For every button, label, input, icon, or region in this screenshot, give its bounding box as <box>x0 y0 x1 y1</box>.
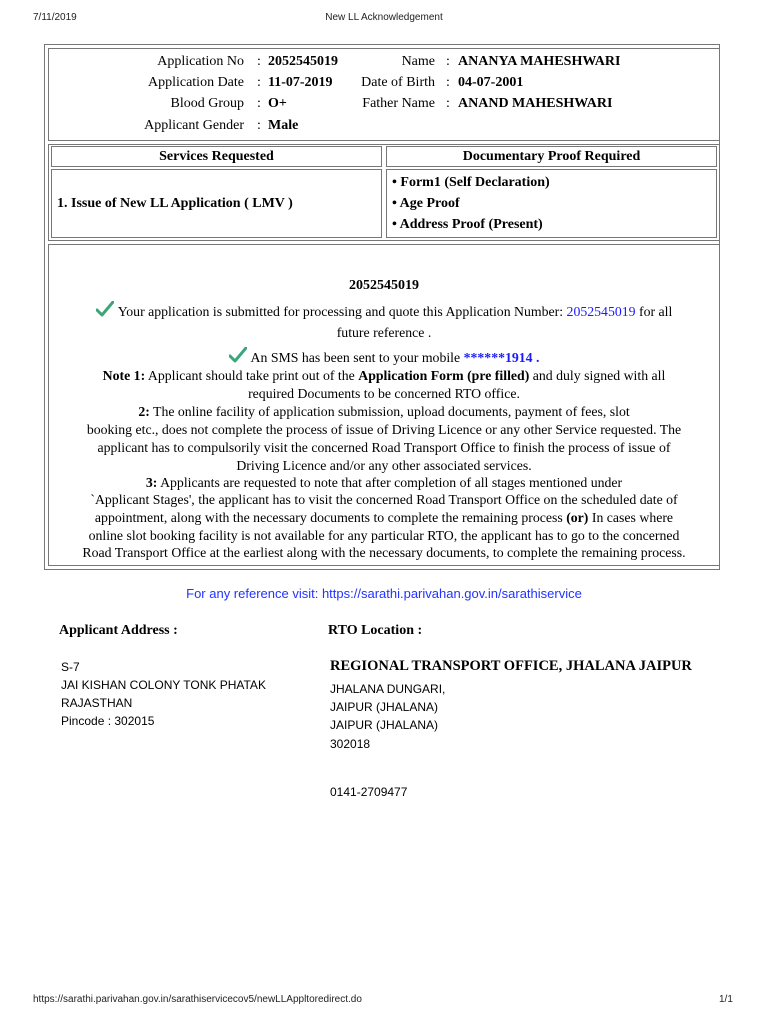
application-no-value: 2052545019 <box>268 54 338 69</box>
proof-item: • Age Proof <box>392 196 460 211</box>
note2-line3: applicant has to compulsorily visit the concerned Road Transport Office to finish the process of issue of <box>97 440 671 455</box>
colon: : <box>446 54 450 69</box>
application-no-label: Application No <box>157 54 244 69</box>
proof-item: • Address Proof (Present) <box>392 217 543 232</box>
note3-text: Applicants are requested to note that after completion of all stages mentioned under <box>157 475 623 490</box>
application-date-label: Application Date <box>147 75 244 90</box>
colon: : <box>257 118 261 133</box>
note3-or: (or) <box>566 510 589 525</box>
note3-line2: `Applicant Stages', the applicant has to visit the concerned Road Transport Office on the scheduled date of <box>90 492 678 507</box>
message-box <box>48 244 720 566</box>
blood-group-label: Blood Group <box>170 96 244 111</box>
rto-location-heading: RTO Location : <box>328 623 423 638</box>
address-line: S-7 <box>61 660 80 674</box>
submitted-text-end: for all <box>635 304 673 319</box>
sms-message <box>49 347 719 367</box>
submitted-line2: future reference . <box>336 325 432 340</box>
blood-group-value: O+ <box>268 96 287 111</box>
sms-mobile: ******1914 . <box>463 350 540 365</box>
documentary-proof-header: Documentary Proof Required <box>462 149 641 164</box>
colon: : <box>257 54 261 69</box>
services-header-cell <box>51 146 382 167</box>
father-name-label: Father Name <box>362 96 435 111</box>
submitted-app-number: 2052545019 <box>566 304 636 319</box>
gender-label: Applicant Gender <box>144 118 244 133</box>
address-pincode: Pincode : 302015 <box>61 714 155 728</box>
submitted-message <box>49 301 719 321</box>
note2-line1 <box>49 403 719 421</box>
service-item: 1. Issue of New LL Application ( LMV ) <box>57 196 293 211</box>
print-date: 7/11/2019 <box>33 12 77 23</box>
check-icon <box>96 301 114 317</box>
name-label: Name <box>401 54 435 69</box>
application-date-value: 11-07-2019 <box>268 75 333 90</box>
reference-link[interactable]: For any reference visit: https://sarathi.parivahan.gov.in/sarathiservice <box>186 586 582 601</box>
rto-line: JAIPUR (JHALANA) <box>330 700 439 714</box>
rto-pincode: 302018 <box>330 737 371 751</box>
dob-label: Date of Birth <box>361 75 435 90</box>
note3-line5: Road Transport Office at the earliest along with the necessary documents, to complete the remaining process. <box>82 545 686 560</box>
note3-line1 <box>49 474 719 492</box>
note1-label: Note 1: <box>102 368 146 383</box>
note1-line2: required Documents to be concerned RTO office. <box>248 386 520 401</box>
note2-text: The online facility of application submission, upload documents, payment of fees, slot <box>149 404 630 419</box>
note1-line1 <box>49 367 719 385</box>
proof-cell <box>386 169 717 238</box>
rto-title: REGIONAL TRANSPORT OFFICE, JHALANA JAIPUR <box>330 658 692 674</box>
note3-text-end: In cases where <box>588 510 674 525</box>
proof-header-cell <box>386 146 717 167</box>
address-line: RAJASTHAN <box>61 696 133 710</box>
print-title: New LL Acknowledgement <box>325 12 443 23</box>
rto-line: JHALANA DUNGARI, <box>330 682 446 696</box>
note2-line4: Driving Licence and/or any other associated services. <box>236 458 532 473</box>
service-cell <box>51 169 382 238</box>
check-icon <box>229 347 247 363</box>
services-requested-header: Services Requested <box>159 149 274 164</box>
colon: : <box>257 75 261 90</box>
rto-phone: 0141-2709477 <box>330 785 408 799</box>
note3-label: 3: <box>145 475 158 490</box>
note1-text: Applicant should take print out of the <box>145 368 359 383</box>
note1-text-end: and duly signed with all <box>529 368 666 383</box>
note2-label: 2: <box>138 404 150 419</box>
name-value: ANANYA MAHESHWARI <box>458 54 621 69</box>
proof-item: • Form1 (Self Declaration) <box>392 175 550 190</box>
gender-value: Male <box>268 118 299 133</box>
submitted-text: Your application is submitted for processing and quote this Application Number: <box>117 304 567 319</box>
footer-url: https://sarathi.parivahan.gov.in/sarathiservicecov5/newLLAppltoredirect.do <box>33 994 362 1005</box>
colon: : <box>257 96 261 111</box>
note3-line3 <box>49 509 719 527</box>
note3-text: appointment, along with the necessary documents to complete the remaining process <box>94 510 567 525</box>
father-name-value: ANAND MAHESHWARI <box>458 96 613 111</box>
note3-line4: online slot booking facility is not available for any particular RTO, the applicant has to go to the concerned <box>88 528 680 543</box>
colon: : <box>446 96 450 111</box>
page-number: 1/1 <box>719 994 733 1005</box>
application-number-heading: 2052545019 <box>349 278 419 293</box>
note1-form: Application Form (pre filled) <box>358 368 530 383</box>
applicant-address-heading: Applicant Address : <box>59 623 178 638</box>
note2-line2: booking etc., does not complete the process of issue of Driving Licence or any other Service requested. The <box>86 422 682 437</box>
dob-value: 04-07-2001 <box>458 75 524 90</box>
colon: : <box>446 75 450 90</box>
address-line: JAI KISHAN COLONY TONK PHATAK <box>61 678 266 692</box>
rto-line: JAIPUR (JHALANA) <box>330 718 439 732</box>
sms-text: An SMS has been sent to your mobile <box>250 350 464 365</box>
applicant-details-box <box>48 48 720 141</box>
